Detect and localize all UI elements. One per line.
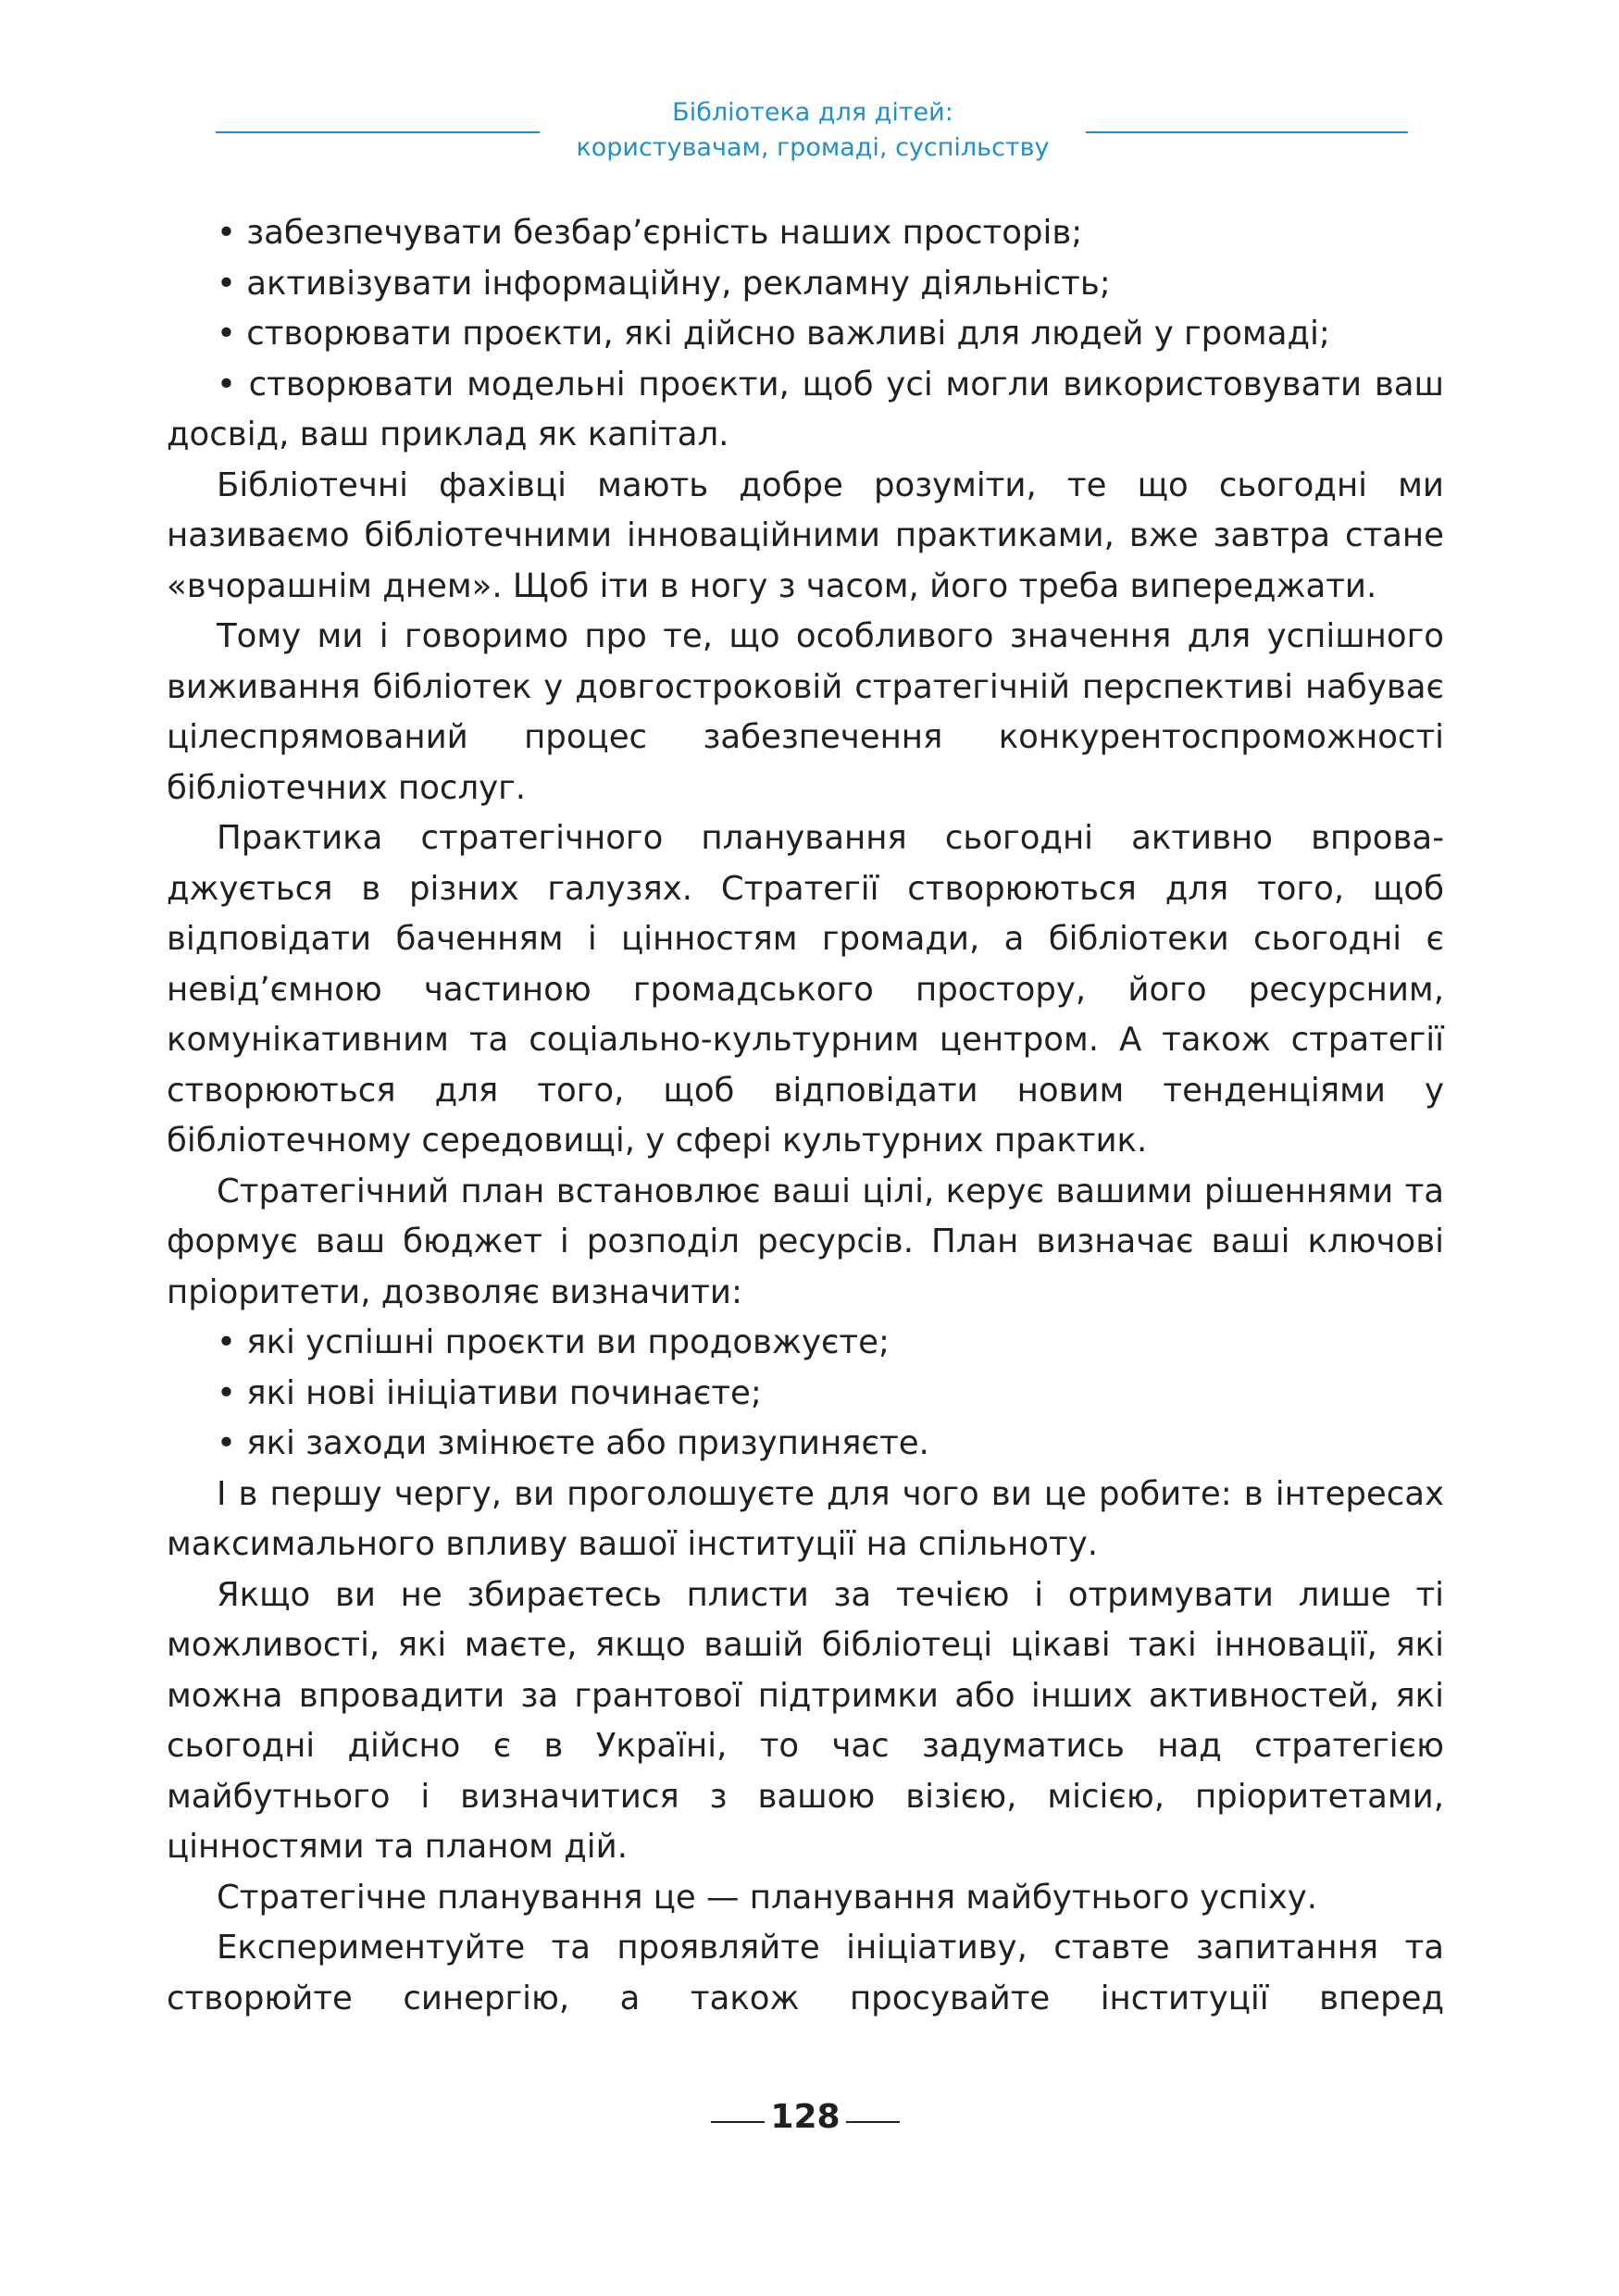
header-rule-left	[216, 131, 540, 133]
bullet-item: • створювати модельні проєкти, щоб усі могли використовувати ваш досвід, ваш приклад як капітал.	[167, 365, 1444, 453]
paragraph: Якщо ви не збираєтесь плисти за течією і отримувати лише ті можливості, які маєте, якщо вашій бібліотеці цікаві такі інновації, які можна впровадити за грантової підтримки або інших активностей, які сьогодні дійсно є в Україні, то час задуматись над стратегією майбутнього і визначитися з вашою візією, місією, пріоритетами, цінностями та планом дій.	[167, 1575, 1444, 1866]
paragraph: І в першу чергу, ви проголошуєте для чого ви це робите: в інтересах максимального впливу вашої інституції на спільноту.	[167, 1474, 1444, 1563]
running-header-title-line-2: користувачам, громаді, суспільству	[576, 133, 1050, 162]
paragraph: Експериментуйте та проявляйте ініціативу, ставте запитання та створюйте синергію, а також просувайте інституції вперед	[167, 1929, 1444, 2017]
folio-rule-right	[846, 2121, 900, 2123]
bullet-item: • активізувати інформаційну, рекламну діяльність;	[217, 264, 1111, 303]
header-rule-right	[1086, 131, 1408, 133]
bullet-item: • створювати проєкти, які дійсно важливі для людей у громаді;	[217, 315, 1330, 353]
folio-rule-left	[711, 2121, 765, 2123]
paragraph: Стратегічне планування це — планування майбутнього успіху.	[217, 1878, 1317, 1917]
bullet-item: • які нові ініціативи починаєте;	[217, 1373, 762, 1412]
paragraph: Бібліотечні фахівці мають добре розуміти, те що сьогодні ми називаємо бібліотечними інноваційними практиками, вже завтра стане «вчорашнім днем». Щоб іти в ногу з часом, його треба випереджати.	[167, 465, 1444, 605]
bullet-item: • забезпечувати безбар’єрність наших просторів;	[217, 214, 1083, 252]
paragraph: Тому ми і говоримо про те, що особливого значення для успішного виживання бібліотек у довгостроковій стратегічній перспективі набуває цілеспрямований процес забезпечення конкурентоспроможності бібліотечних послуг.	[167, 617, 1444, 807]
paragraph: Практика стратегічного планування сьогодні активно впроваджується в різних галузях. Стратегії створюються для того, щоб відповідати баченням і цінностям громади, а бібліотеки сьогодні є невід’ємною частиною громадського простору, його ресурсним, комунікативним та соціально-культурним центром. А також стратегії створюються для того, щоб відповідати новим тенденціями у бібліотечному середовищі, у сфері культурних практик.	[167, 819, 1444, 1160]
page-footer	[0, 2091, 1619, 2147]
running-header-title	[540, 95, 1086, 166]
bullet-item: • які заходи змінюєте або призупиняєте.	[217, 1424, 929, 1462]
running-header	[0, 88, 1619, 171]
running-header-title-line-1: Бібліотека для дітей:	[672, 98, 953, 127]
paragraph: Стратегічний план встановлює ваші цілі, керує вашими рішеннями та формує ваш бюджет і розподіл ресурсів. План визначає ваші ключові пріоритети, дозволяє визначити:	[167, 1172, 1444, 1311]
page-number: 128	[770, 2098, 841, 2136]
bullet-item: • які успішні проєкти ви продовжуєте;	[217, 1323, 890, 1361]
page-body	[167, 208, 1444, 2024]
